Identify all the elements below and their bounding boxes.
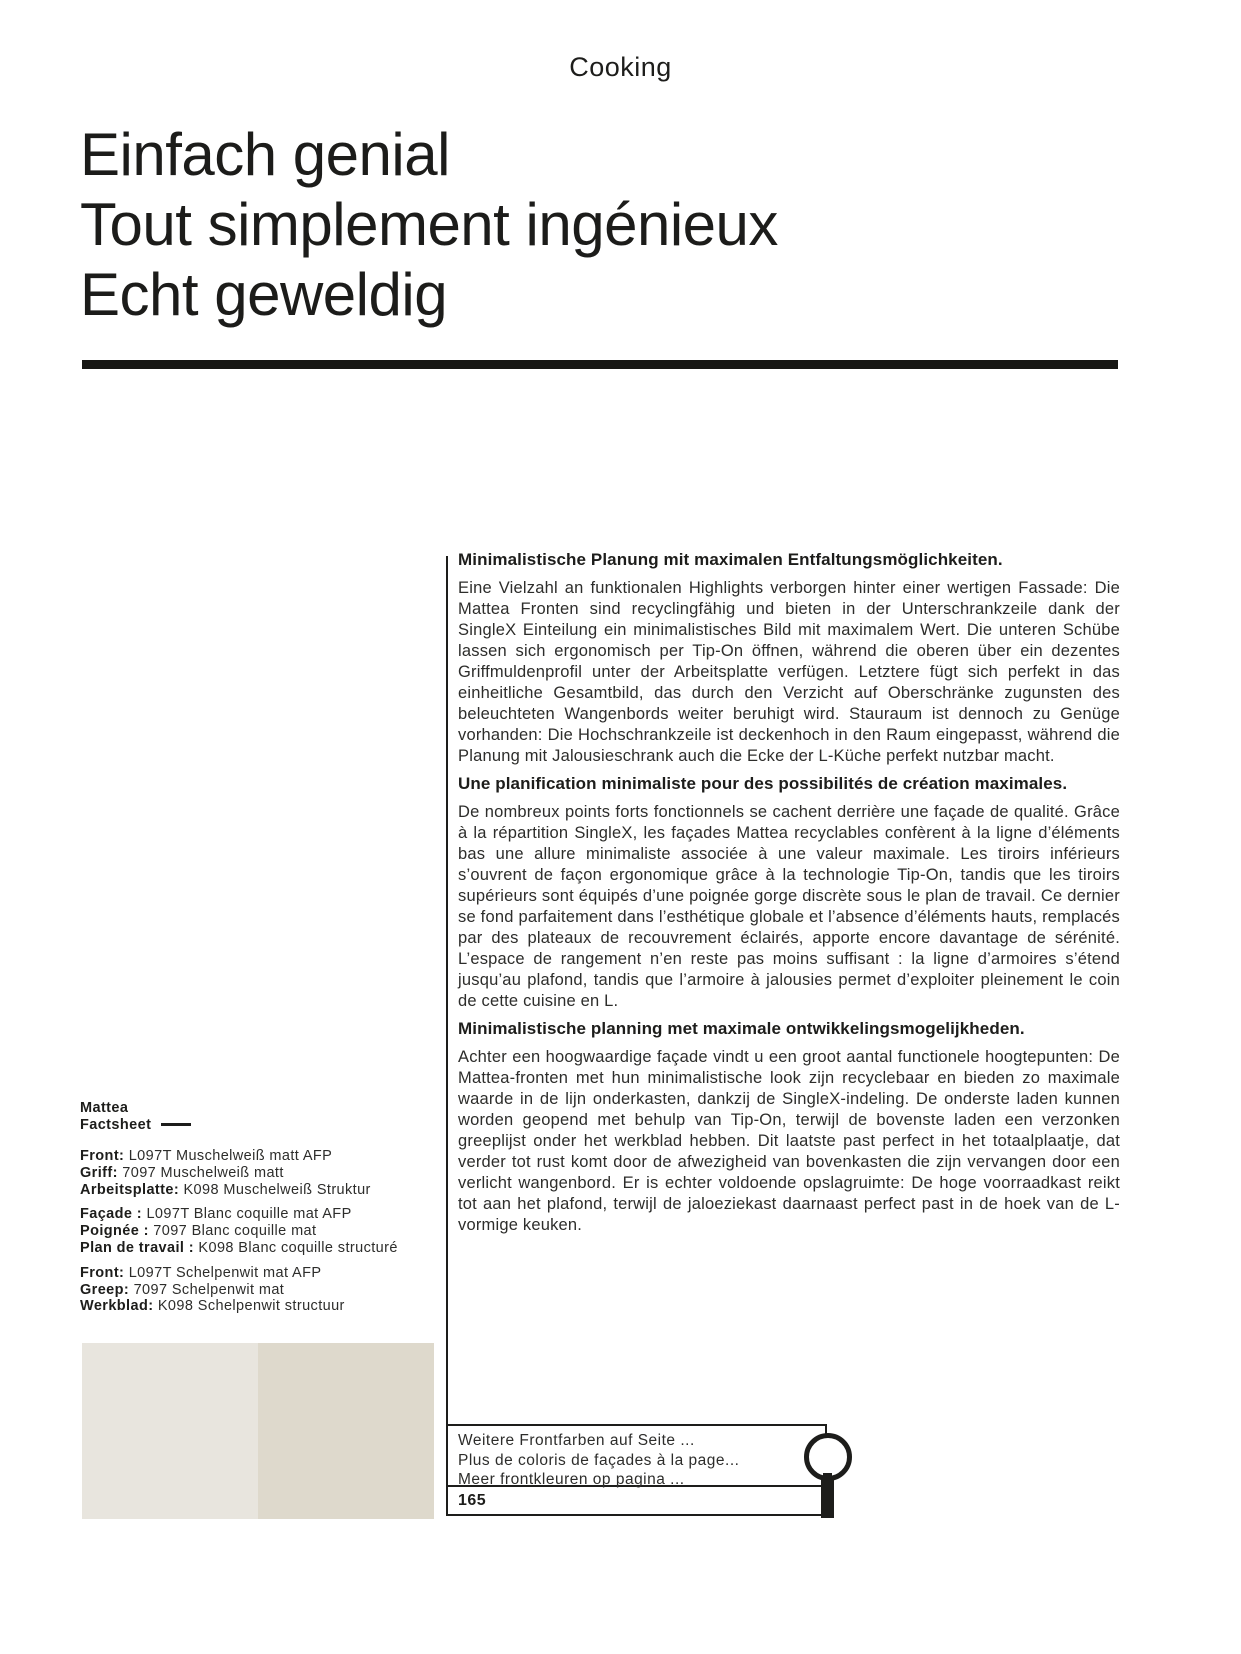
factsheet-row <box>80 1182 440 1199</box>
factsheet-row-value: K098 Blanc coquille structuré <box>193 1239 398 1256</box>
page-title-line-fr: Tout simplement ingénieux <box>80 191 778 258</box>
magnifier-handle <box>821 1477 834 1518</box>
factsheet-row <box>80 1282 440 1299</box>
magnifier-icon <box>804 1433 856 1519</box>
factsheet-row-value: 7097 Blanc coquille mat <box>148 1223 317 1240</box>
section-body-fr: De nombreux points forts fonctionnels se cachent derrière une façade de qualité. Grâce à la répartition SingleX, les façades Mattea recyclables confèrent à la ligne d’éléments bas une allure minimaliste associée à une valeur maximale. Les tiroirs inférieurs s’ouvrent de façon ergonomique grâce à la technologie Tip-On, tandis que les tiroirs supérieurs sont équipés d’une poignée gorge discrète sous le plan de travail. Ce dernier se fond parfaitement dans l’esthétique globale et l’absence d’éléments hauts, remplacés par des plateaux de recouvrement éclairés, apporte encore davantage de sérénité. L’espace de rangement n’en reste pas moins suffisant : la ligne d’armoires s’étend jusqu’au plafond, tandis que l’armoire à jalousies permet d’exploiter pleinement le coin de cette cuisine en L. <box>458 803 1120 1010</box>
section-body-de: Eine Vielzahl an funktionalen Highlights verborgen hinter einer wertigen Fassade: Die Mattea Fronten sind recyclingfähig und bieten in der Unterschrankzeile dank der SingleX Einteilung ein minimalistisches Bild mit maximalem Wert. Die unteren Schübe lassen sich ergonomisch per Tip-On öffnen, während die oberen über ein dezentes Griffmuldenprofil unter der Arbeitsplatte verfügen. Letztere fügt sich perfekt in das einheitliche Gesamtbild, das durch den Verzicht auf Oberschränke zugunsten des beleuchteten Wangenbords weiter beruhigt wird. Stauraum ist dennoch zu Genüge vorhanden: Die Hochschrankzeile ist deckenhoch in den Raum eingepasst, während die Planung mit Jalousieschrank auch die Ecke der L-Küche perfekt nutzbar macht. <box>458 579 1120 765</box>
main-text-column <box>458 549 1120 1242</box>
section-heading-fr: Une planification minimaliste pour des possibilités de création maximales. <box>458 774 1068 793</box>
front-colors-note <box>448 1426 825 1487</box>
factsheet-group-de <box>80 1148 440 1198</box>
factsheet-row-value: 7097 Schelpenwit mat <box>129 1281 285 1298</box>
front-colors-note-fr: Plus de coloris de façades à la page... <box>458 1451 740 1469</box>
factsheet-row <box>80 1240 440 1257</box>
factsheet-row-label: Griff: <box>80 1164 118 1181</box>
swatch-worktop-color <box>258 1343 434 1519</box>
factsheet-label <box>80 1117 440 1134</box>
section-heading-de: Minimalistische Planung mit maximalen Entfaltungsmöglichkeiten. <box>458 550 1003 569</box>
factsheet-row <box>80 1298 440 1315</box>
page-title-line-nl: Echt geweldig <box>80 261 448 328</box>
factsheet-row-label: Façade : <box>80 1206 143 1223</box>
page-number: 165 <box>458 1492 487 1509</box>
page-category-label: Cooking <box>569 52 672 82</box>
page-title <box>80 120 1160 330</box>
factsheet-label-text: Factsheet <box>80 1117 152 1133</box>
factsheet-row-label: Front: <box>80 1264 125 1281</box>
text-column-rule <box>446 556 448 1424</box>
material-swatch-image <box>82 1343 434 1519</box>
factsheet-group-nl <box>80 1265 440 1315</box>
factsheet-row-value: K098 Muschelweiß Struktur <box>179 1181 371 1198</box>
factsheet-group-fr <box>80 1206 440 1256</box>
factsheet-row-value: L097T Muschelweiß matt AFP <box>124 1148 333 1164</box>
factsheet-row-value: 7097 Muschelweiß matt <box>117 1164 284 1181</box>
factsheet <box>80 1100 440 1315</box>
factsheet-row-label: Plan de travail : <box>80 1239 194 1256</box>
front-colors-note-de: Weitere Frontfarben auf Seite ... <box>458 1432 695 1449</box>
page-title-line-de: Einfach genial <box>80 121 450 188</box>
factsheet-row <box>80 1206 440 1223</box>
factsheet-dash <box>161 1123 191 1126</box>
front-colors-note-nl: Meer frontkleuren op pagina ... <box>458 1471 685 1488</box>
swatch-front-color <box>82 1343 258 1519</box>
section-heading-nl: Minimalistische planning met maximale ontwikkelingsmogelijkheden. <box>458 1019 1025 1038</box>
factsheet-row-label: Poignée : <box>80 1223 149 1240</box>
factsheet-brand: Mattea <box>80 1100 129 1116</box>
factsheet-row-value: L097T Blanc coquille mat AFP <box>142 1206 352 1223</box>
factsheet-row <box>80 1223 440 1240</box>
factsheet-row-label: Greep: <box>80 1281 130 1298</box>
factsheet-row <box>80 1165 440 1182</box>
divider-rule <box>82 360 1118 369</box>
factsheet-row <box>80 1265 440 1282</box>
factsheet-row-label: Werkblad: <box>80 1298 154 1315</box>
factsheet-row <box>80 1148 440 1165</box>
factsheet-row-label: Arbeitsplatte: <box>80 1181 180 1198</box>
factsheet-row-value: L097T Schelpenwit mat AFP <box>124 1264 322 1281</box>
factsheet-row-label: Front: <box>80 1148 125 1164</box>
front-colors-note-box <box>446 1424 827 1516</box>
factsheet-row-value: K098 Schelpenwit structuur <box>153 1298 345 1315</box>
section-body-nl: Achter een hoogwaardige façade vindt u een groot aantal functionele hoogtepunten: De Mattea-fronten met hun minimalistische look zijn recyclebaar en bieden zo maximale waarde in de lijn onderkasten, dankzij de SingleX-indeling. De onderste laden kunnen worden geopend met behulp van Tip-On, terwijl de bovenste laden een verzonken greeplijst onder het werkblad hebben. Dit laatste past perfect in het totaalplaatje, dat verder tot rust komt door de afwezigheid van bovenkasten die zijn vervangen door een verlicht wangenbord. Er is echter voldoende opslagruimte: De hoge voorraadkast reikt tot aan het plafond, terwijl de jaloeziekast daarnaast perfect past in de hoek van de L-vormige keuken. <box>458 1048 1120 1234</box>
